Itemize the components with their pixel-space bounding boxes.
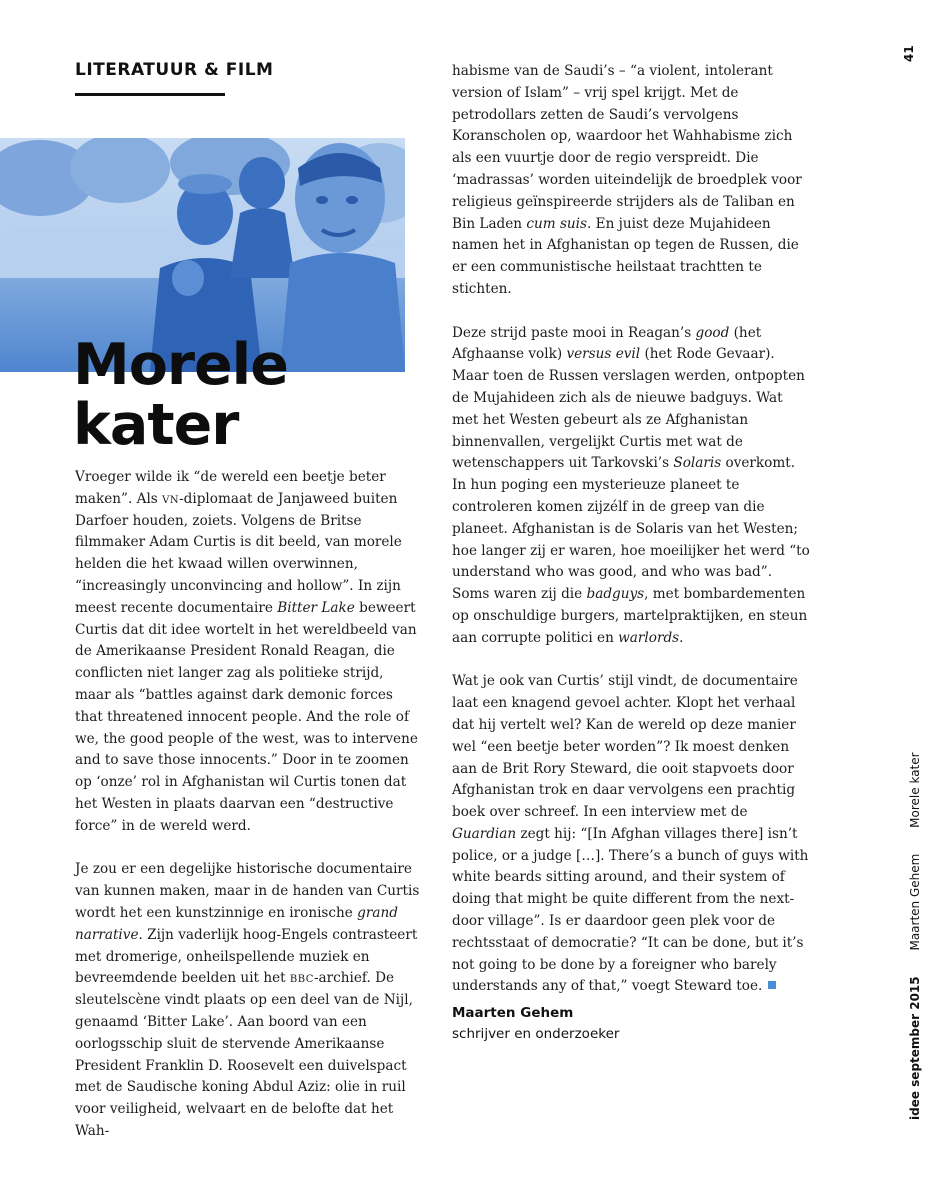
- text-run: -diplomaat de Janjaweed buiten Darfoer houden, zoiets. Volgens de Britse filmmaker Adam Curtis is dit beeld, van morele helden die het kwaad willen overwinnen, “increasingly unconvincing and hollow”. In zijn meest recente documentaire: [75, 490, 402, 616]
- text-run: Vroeger wilde ik “de wereld een beetje beter maken”. Als: [75, 469, 386, 507]
- headline-line-2: kater: [73, 392, 239, 458]
- text-run: (het Rode Gevaar). Maar toen de Russen verslagen werden, ontpopten de Mujahideen zich als de nieuwe badguys. Wat met het Westen gebeurt als ze Afghanistan binnenvallen, vergelijkt Curtis met wat de wetenschappers uit Tarkovski’s: [452, 346, 805, 472]
- margin-magazine: idee september 2015: [908, 976, 922, 1120]
- text-run-italic: badguys: [586, 586, 645, 603]
- author-name: Maarten Gehem: [452, 1005, 574, 1021]
- text-run: .: [679, 629, 684, 646]
- headline: [73, 332, 288, 458]
- text-run: beweert Curtis dat dit idee wortelt in het wereldbeeld van de Amerikaanse President Ronald Reagan, die conflicten niet langer zag als politieke strijd, maar als “battles against dark demonic forces that threatened innocent people. And the role of we, the good people of the west, was to intervene and to save those innocents.” Door in te zoomen op ‘onze’ rol in Afghanistan wil Curtis tonen dat het Westen in plaats daarvan een “destructive force” in de wereld werd.: [75, 599, 418, 834]
- text-run-italic: Solaris: [673, 455, 722, 472]
- margin-author: Maarten Gehem: [908, 853, 922, 951]
- text-run: Wat je ook van Curtis’ stijl vindt, de documentaire laat een knagend gevoel achter. Klopt het verhaal dat hij vertelt wel? Kan de wereld op deze manier wel “een beetje beter worden”? Ik moest denken aan de Brit Rory Steward, die ooit stapvoets door Afghanistan trok en daar vervolgens een prachtig boek over schreef. In een interview met de: [452, 673, 798, 821]
- text-run: . En juist deze Mujahideen namen het in Afghanistan op tegen de Russen, die er een communistische heilstaat trachtten te stichten.: [452, 215, 799, 297]
- left-column: [75, 467, 420, 1165]
- end-of-article-square-icon: [768, 981, 776, 989]
- text-run-italic: good: [695, 324, 730, 341]
- text-run-italic: cum suis: [526, 215, 588, 232]
- text-run: zegt hij: “[In Afghan villages there] isn’t police, or a judge […]. There’s a bunch of guys with white beards sitting around, and their system of doing that might be quite different from the next-door village”. Is er daardoor geen plek voor de rechtsstaat of democratie? “It can be done, but it’s not going to be done by a foreigner who barely understands any of that,” voegt Steward toe.: [452, 825, 809, 995]
- text-run: , met bombardementen op onschuldige burgers, martelpraktijken, en steun aan corrupte politici en: [452, 586, 808, 646]
- author-role: schrijver en onderzoeker: [452, 1026, 620, 1042]
- text-run-smallcaps: vn: [162, 490, 180, 507]
- text-run: . Zijn vaderlijk hoog-Engels contrasteert met dromerige, onheilspellende muziek en bevreemdende beelden uit het: [75, 926, 418, 987]
- text-run: Deze strijd paste mooi in Reagan’s: [452, 324, 696, 341]
- text-run-italic: warlords: [618, 629, 680, 646]
- text-run-smallcaps: bbc: [289, 970, 314, 987]
- paragraph: [452, 323, 812, 650]
- paragraph: [452, 671, 812, 998]
- text-run-italic: grand narrative: [75, 904, 398, 943]
- text-run-italic: Guardian: [452, 825, 517, 842]
- margin-title: Morele kater: [908, 752, 922, 828]
- paragraph: [452, 61, 812, 301]
- text-run: Je zou er een degelijke historische documentaire van kunnen maken, maar in de handen van Curtis wordt het een kunstzinnige en ironische: [75, 861, 420, 921]
- text-run: -archief. De sleutelscène vindt plaats op een deel van de Nijl, genaamd ‘Bitter Lake’. Aan boord van een oorlogsschip sluit de stervende Amerikaanse President Franklin D. Roosevelt een duivelspact met de Saudische koning Abdul Aziz: olie in ruil voor veiligheid, welvaart en de belofte dat het Wah-: [75, 970, 413, 1139]
- text-run: overkomt. In hun poging een mysterieuze planeet te controleren komen zijzélf in de greep van die planeet. Afghanistan is de Solaris van het Westen; hoe langer zij er waren, hoe moeilijker het werd “to understand who was good, and who was bad”. Soms waren zij die: [452, 455, 810, 603]
- margin-running-head: [908, 752, 922, 1120]
- text-run: (het Afghaanse volk): [452, 324, 762, 363]
- text-run: habisme van de Saudi’s – “a violent, intolerant version of Islam” – vrij spel krijgt. Met de petrodollars zetten de Saudi’s vervolgens Koranscholen op, waardoor het Wahhabisme zich als een vuurtje door de regio verspreidt. Die ‘madrassas’ worden uiteindelijk de broedplek voor religieus geïnspireerde strijders als de Taliban en Bin Laden: [452, 63, 802, 232]
- right-column: [452, 61, 812, 1020]
- page-number: 41: [902, 45, 916, 62]
- paragraph: [75, 467, 420, 838]
- paragraph: [75, 859, 420, 1142]
- text-run-italic: Bitter Lake: [277, 599, 355, 616]
- text-run-italic: versus evil: [566, 346, 641, 363]
- headline-line-1: Morele: [73, 332, 288, 398]
- section-label: LITERATUUR & FILM: [75, 60, 274, 80]
- section-rule: [75, 93, 225, 96]
